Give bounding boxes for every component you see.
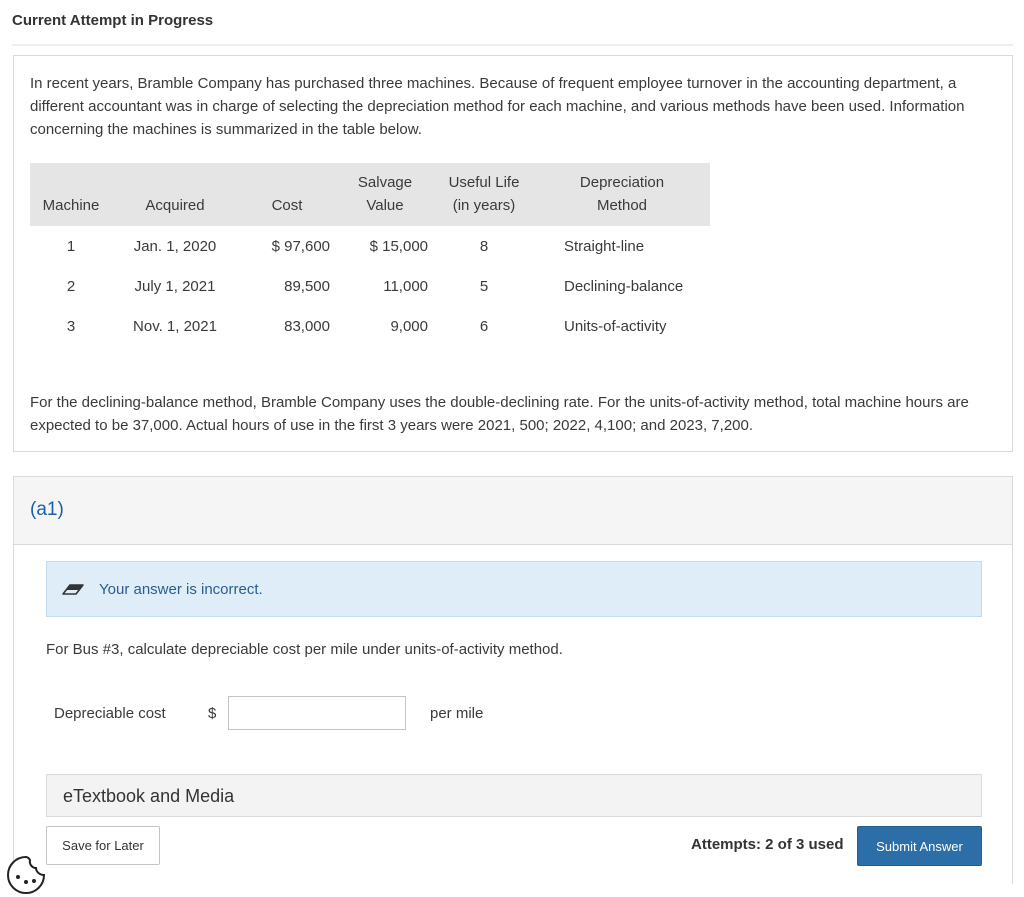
cell-cost: 83,000	[284, 317, 330, 335]
header-method-line2: Method	[596, 197, 648, 214]
cell-salvage: 9,000	[390, 317, 428, 335]
submit-answer-button[interactable]: Submit Answer	[857, 826, 982, 866]
feedback-text: Your answer is incorrect.	[99, 580, 263, 598]
cell-method: Straight-line	[564, 237, 645, 255]
cookie-icon[interactable]	[4, 853, 48, 897]
feedback-banner	[46, 561, 982, 617]
eraser-icon	[61, 581, 85, 597]
header-cost: Cost	[238, 163, 336, 226]
cell-cost: $ 97,600	[271, 237, 330, 255]
header-divider	[12, 44, 1013, 46]
currency-symbol: $	[208, 704, 217, 722]
machines-table	[30, 163, 710, 346]
question-panel	[13, 55, 1013, 452]
page-title: Current Attempt in Progress	[12, 12, 214, 29]
answer-label: Depreciable cost	[54, 704, 166, 722]
header-salvage	[336, 163, 434, 226]
cell-machine: 2	[66, 277, 76, 295]
cell-salvage: 11,000	[383, 277, 428, 295]
question-intro: In recent years, Bramble Company has purchased three machines. Because of frequent employee turnover in the accounting department, a different accountant was in charge of selecting the depreciation method for each machine, and various methods have been used. Information concerning the machines is summarized in the table below.	[30, 75, 965, 138]
part-header	[14, 477, 1012, 545]
table-row	[30, 306, 710, 346]
cell-acquired: July 1, 2021	[134, 277, 216, 295]
cell-cost: 89,500	[284, 277, 330, 295]
depreciable-cost-input[interactable]	[228, 696, 406, 730]
table-row	[30, 226, 710, 266]
header-acquired: Acquired	[112, 163, 238, 226]
cell-life: 8	[479, 237, 489, 255]
etextbook-and-media[interactable]: eTextbook and Media	[46, 774, 982, 817]
answer-unit: per mile	[430, 704, 484, 722]
answer-row	[54, 696, 483, 730]
cell-method: Declining-balance	[564, 277, 684, 295]
header-life-line1: Useful Life	[448, 174, 520, 191]
cell-acquired: Jan. 1, 2020	[133, 237, 217, 255]
question-outro: For the declining-balance method, Bramble Company uses the double-declining rate. For the units-of-activity method, total machine hours are expected to be 37,000. Actual hours of use in the first 3 years were 2021, 500; 2022, 4,100; and 2023, 7,200.	[30, 394, 969, 434]
cell-life: 5	[479, 277, 489, 295]
answer-part-panel	[13, 476, 1013, 884]
table-header-row	[30, 163, 710, 226]
save-for-later-button[interactable]: Save for Later	[46, 826, 160, 865]
part-prompt: For Bus #3, calculate depreciable cost per mile under units-of-activity method.	[46, 641, 563, 658]
header-useful-life	[434, 163, 534, 226]
header-machine: Machine	[30, 163, 112, 226]
cell-machine: 1	[66, 237, 76, 255]
header-life-line2: (in years)	[452, 197, 516, 214]
cell-acquired: Nov. 1, 2021	[133, 317, 217, 335]
cell-machine: 3	[66, 317, 76, 335]
header-salvage-line1: Salvage	[357, 174, 413, 191]
part-label: (a1)	[30, 499, 64, 520]
header-salvage-line2: Value	[366, 197, 404, 214]
header-method-line1: Depreciation	[579, 174, 665, 191]
attempts-counter: Attempts: 2 of 3 used	[691, 836, 844, 853]
table-row	[30, 266, 710, 306]
header-method	[534, 163, 710, 226]
cell-life: 6	[479, 317, 489, 335]
cell-salvage: $ 15,000	[369, 237, 428, 255]
cell-method: Units-of-activity	[564, 317, 667, 335]
